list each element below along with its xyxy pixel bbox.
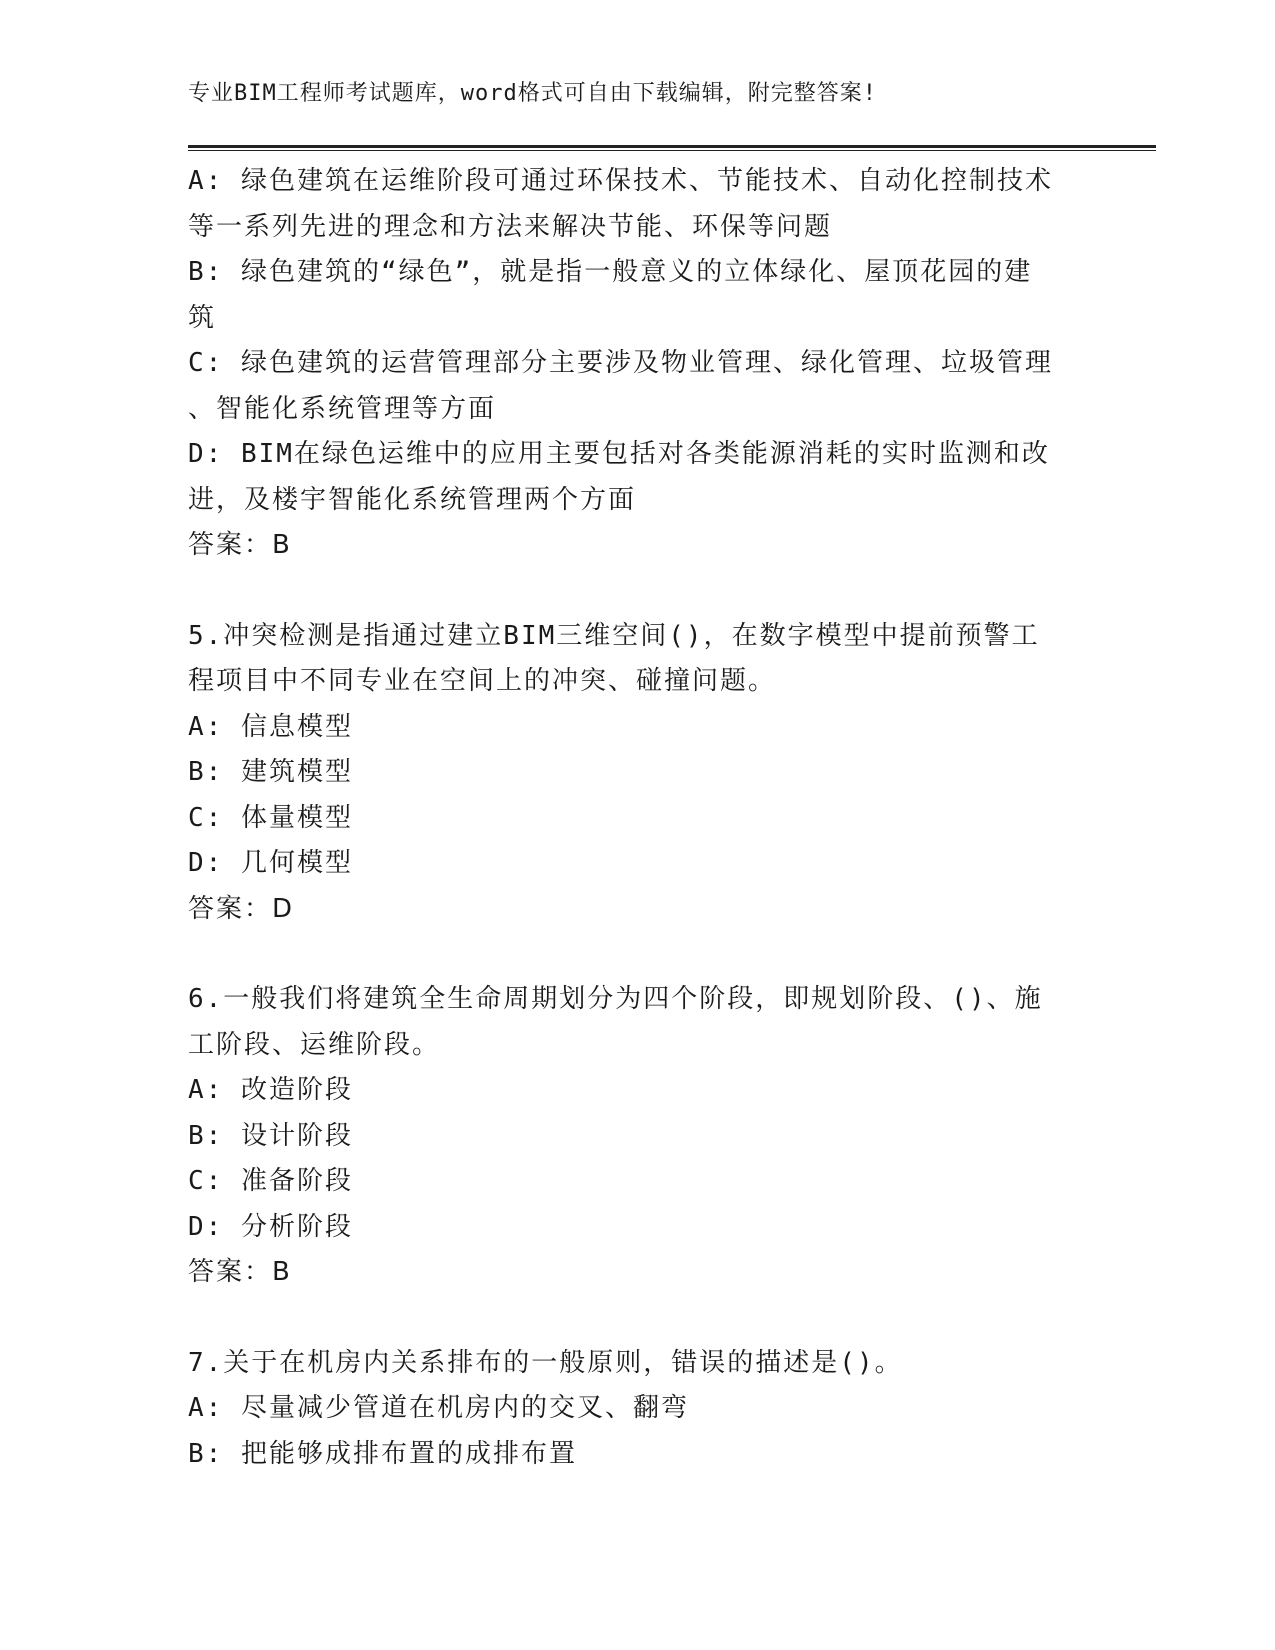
option-a-line-2: 等一系列先进的理念和方法来解决节能、环保等问题 (188, 211, 833, 242)
question-7 (188, 1341, 1088, 1478)
option-b-line-2: 筑 (188, 302, 217, 333)
option-a-line-1: A: 绿色建筑在运维阶段可通过环保技术、节能技术、自动化控制技术 (188, 166, 1053, 196)
answer: 答案：B (188, 1257, 292, 1287)
option-d: D: 分析阶段 (188, 1211, 353, 1242)
page-header: 专业BIM工程师考试题库，word格式可自由下载编辑，附完整答案! (188, 81, 877, 106)
option-d: D: 几何模型 (188, 848, 353, 878)
question-stem-line-2: 程项目中不同专业在空间上的冲突、碰撞问题。 (188, 666, 777, 696)
option-a: A: 信息模型 (188, 711, 353, 742)
question-stem-line-1: 7.关于在机房内关系排布的一般原则，错误的描述是()。 (188, 1347, 903, 1378)
spacer (188, 932, 1088, 977)
option-a: A: 尽量减少管道在机房内的交叉、翻弯 (188, 1393, 689, 1423)
option-d-line-2: 进，及楼宇智能化系统管理两个方面 (188, 484, 637, 515)
question-stem-line-2: 工阶段、运维阶段。 (188, 1029, 441, 1060)
question-6 (188, 977, 1088, 1296)
option-b: B: 设计阶段 (188, 1120, 353, 1151)
option-d-line-1: D: BIM在绿色运维中的应用主要包括对各类能源消耗的实时监测和改 (188, 439, 1050, 469)
option-b-line-1: B: 绿色建筑的“绿色”，就是指一般意义的立体绿化、屋顶花园的建 (188, 257, 1033, 287)
spacer (188, 1296, 1088, 1341)
spacer (188, 569, 1088, 614)
option-c-line-2: 、智能化系统管理等方面 (188, 393, 497, 424)
option-b: B: 把能够成排布置的成排布置 (188, 1438, 577, 1469)
option-c: C: 准备阶段 (188, 1166, 353, 1196)
option-b: B: 建筑模型 (188, 757, 353, 787)
question-stem-line-1: 6.一般我们将建筑全生命周期划分为四个阶段，即规划阶段、()、施 (188, 984, 1043, 1014)
header-divider (188, 145, 1156, 151)
document-body (188, 159, 1088, 1477)
question-5 (188, 614, 1088, 933)
option-c: C: 体量模型 (188, 802, 353, 833)
answer: 答案：B (188, 530, 292, 560)
question-4 (188, 159, 1088, 569)
question-stem-line-1: 5.冲突检测是指通过建立BIM三维空间()，在数字模型中提前预警工 (188, 620, 1040, 651)
answer: 答案：D (188, 893, 295, 924)
option-c-line-1: C: 绿色建筑的运营管理部分主要涉及物业管理、绿化管理、垃圾管理 (188, 348, 1053, 378)
option-a: A: 改造阶段 (188, 1075, 353, 1105)
